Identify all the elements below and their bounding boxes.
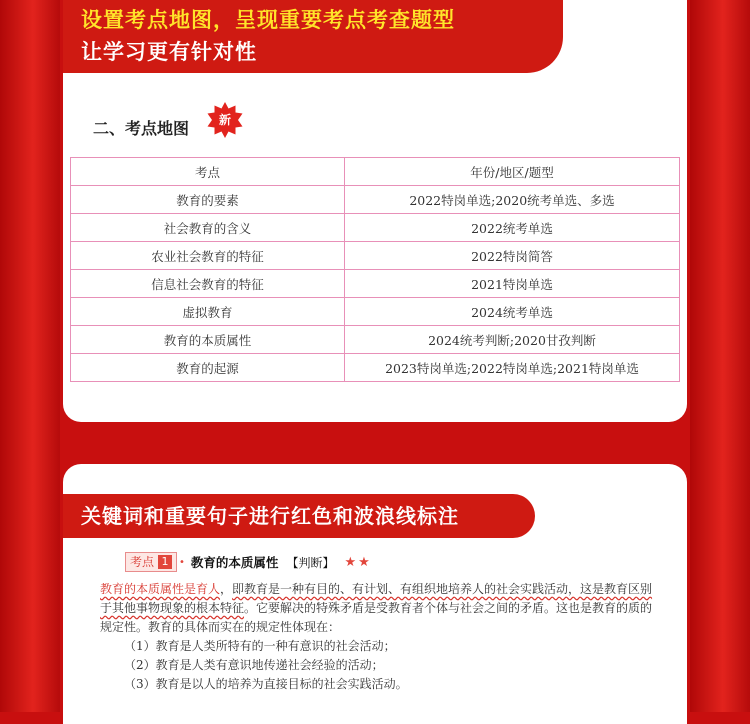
- topic-cell: 信息社会教育的特征: [71, 270, 345, 298]
- knowledge-map-table: [70, 157, 680, 382]
- background-stripe-right: [690, 0, 750, 712]
- kaodian-header: [125, 552, 372, 572]
- body-rest: 。它要解决的特殊矛盾是受教育者个体与社会之间的矛盾。这也是教育的质的规定性。教育的具体而实在的规定性体现在：: [100, 601, 653, 634]
- kaodian-tag-label: 考点: [130, 555, 155, 569]
- red-keyword: 教育的本质属性是育人: [100, 582, 221, 596]
- table-row: [71, 326, 680, 354]
- wavy-sentence: 即教育是一种有目的、有计划、有组织地培养人的社会实践活动，这是教育区别于其他事物现象的根本特征: [100, 582, 653, 615]
- table-row: [71, 270, 680, 298]
- topic-cell: 教育的要素: [71, 186, 345, 214]
- kaodian-title: 教育的本质属性: [190, 555, 279, 570]
- exam-cell: 2021特岗单选: [345, 270, 680, 298]
- new-badge-label: 新: [218, 113, 231, 127]
- table-header-row: [71, 158, 680, 186]
- exam-cell: 2022特岗简答: [345, 242, 680, 270]
- list-item: （3）教育是以人的培养为直接目标的社会实践活动。: [124, 677, 408, 691]
- kaodian-body: [100, 580, 660, 694]
- kaodian-number: 1: [158, 555, 172, 569]
- table-row: [71, 214, 680, 242]
- top-banner-line2: 让学习更有针对性: [81, 40, 257, 64]
- topic-cell: 教育的本质属性: [71, 326, 345, 354]
- kaodian-tag: [125, 552, 177, 572]
- list-item: （2）教育是人类有意识地传递社会经验的活动；: [124, 658, 384, 672]
- table-row: [71, 298, 680, 326]
- top-banner-line1: 设置考点地图，呈现重要考点考查题型: [81, 8, 455, 32]
- question-type: 【判断】: [286, 555, 335, 570]
- exam-cell: 2023特岗单选;2022特岗单选;2021特岗单选: [345, 354, 680, 382]
- exam-cell: 2022统考单选: [345, 214, 680, 242]
- table-row: [71, 242, 680, 270]
- importance-stars: ★★: [344, 554, 372, 570]
- topic-cell: 社会教育的含义: [71, 214, 345, 242]
- background-stripe-left: [0, 0, 60, 712]
- header-topic: 考点: [71, 158, 345, 186]
- header-year-region-type: 年份/地区/题型: [345, 158, 680, 186]
- exam-cell: 2024统考单选: [345, 298, 680, 326]
- list-item: （1）教育是人类所特有的一种有意识的社会活动；: [124, 639, 396, 653]
- top-banner: [63, 0, 563, 73]
- table-row: [71, 354, 680, 382]
- section-title: 二、考点地图: [93, 119, 190, 138]
- exam-cell: 2024统考判断;2020甘孜判断: [345, 326, 680, 354]
- topic-cell: 虚拟教育: [71, 298, 345, 326]
- table-row: [71, 186, 680, 214]
- topic-cell: 教育的起源: [71, 354, 345, 382]
- bottom-banner: 关键词和重要句子进行红色和波浪线标注: [63, 494, 535, 538]
- exam-cell: 2022特岗单选;2020统考单选、多选: [345, 186, 680, 214]
- dot-icon: •: [179, 556, 185, 568]
- topic-cell: 农业社会教育的特征: [71, 242, 345, 270]
- body-paragraph: 教育的本质属性是育人，即教育是一种有目的、有计划、有组织地培养人的社会实践活动，这是教育区别于其他事物现象的根本特征。它要解决的特殊矛盾是受教育者个体与社会之间的矛盾。这也是教育的质的规定性。教育的具体而实在的规定性体现在：: [100, 582, 653, 634]
